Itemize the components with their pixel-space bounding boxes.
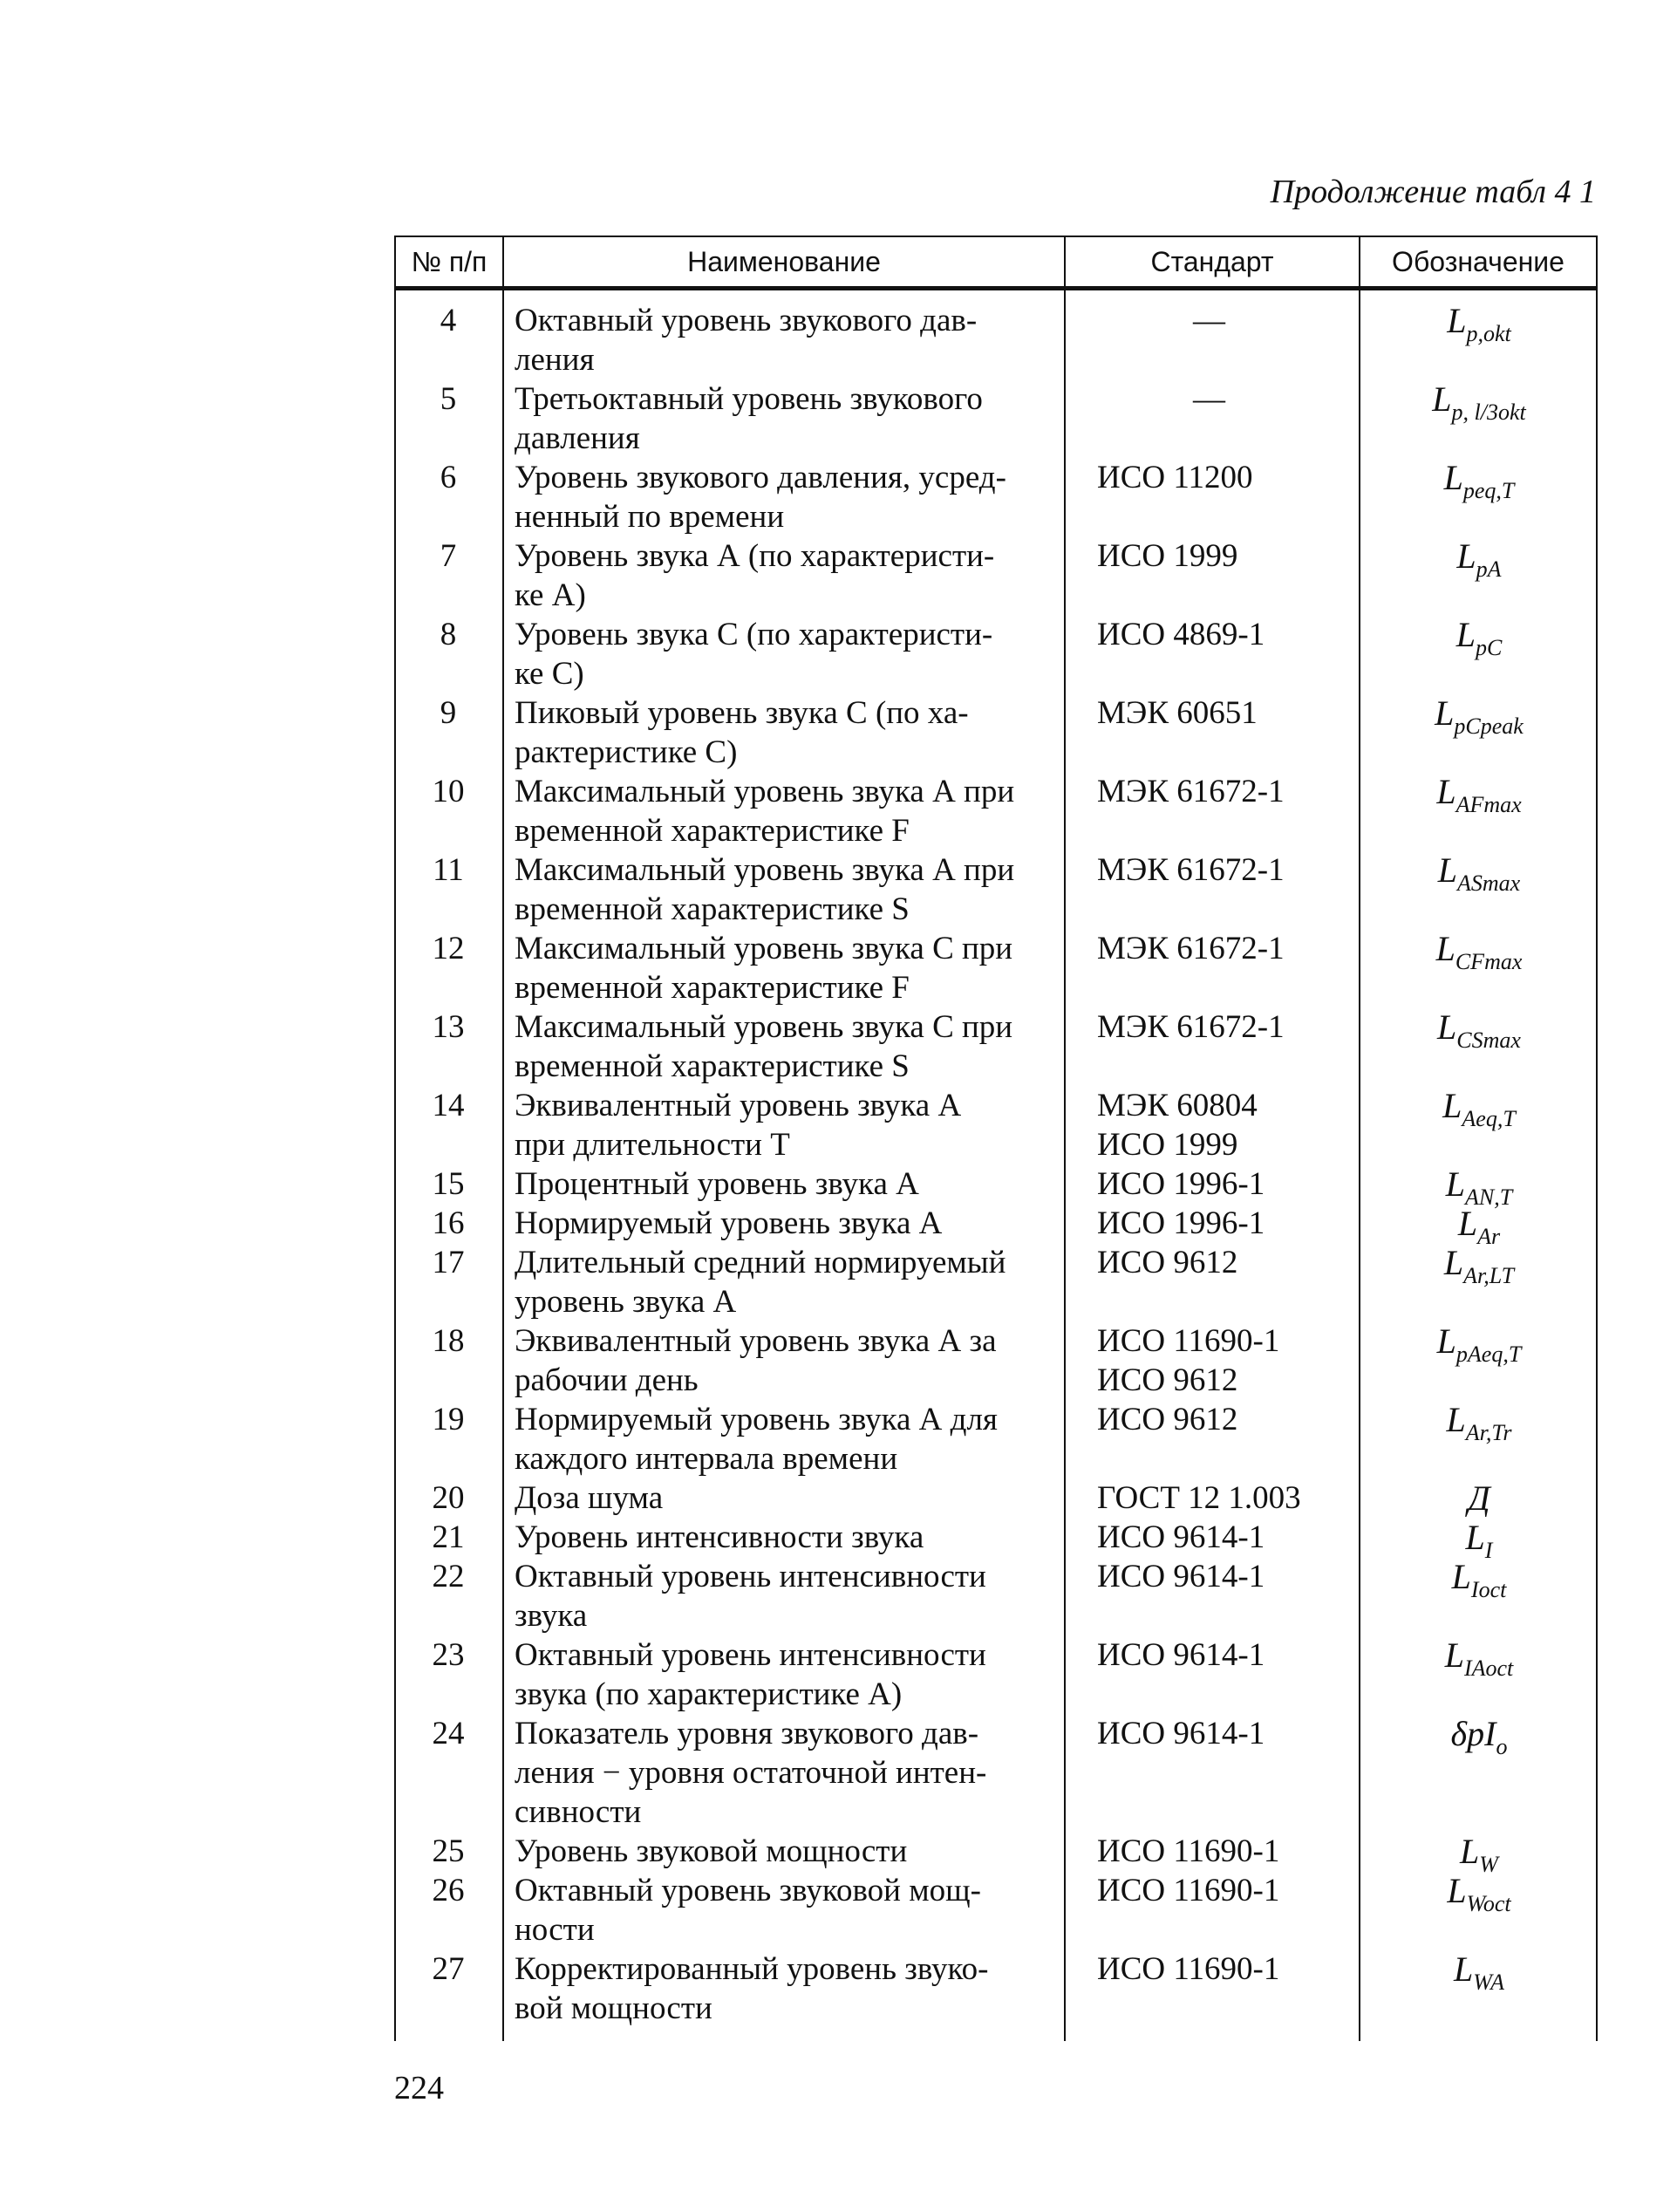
symbol-base: L xyxy=(1432,379,1452,419)
symbol-subscript: peq,T xyxy=(1462,478,1515,503)
row-name xyxy=(515,615,1055,693)
standard-line: ИСО 11690-1 xyxy=(1097,1951,1280,1987)
standard-line: ИСО 1999 xyxy=(1097,1127,1238,1163)
name-line: при длительности Т xyxy=(515,1127,790,1163)
name-line: Доза шума xyxy=(515,1480,664,1516)
name-line: вой мощности xyxy=(515,1990,712,2026)
symbol-subscript: pA xyxy=(1476,556,1502,582)
name-line: Уровень звукового давления, усред- xyxy=(515,460,1006,495)
standard-line: — xyxy=(1193,303,1225,338)
row-standard xyxy=(1097,1164,1359,1204)
row-number: 19 xyxy=(432,1402,465,1437)
row-name xyxy=(515,772,1055,850)
symbol-base: L xyxy=(1456,536,1476,576)
row-standard xyxy=(1097,1557,1359,1596)
row-number: 5 xyxy=(440,381,457,417)
row-symbol xyxy=(1360,1871,1598,1923)
row-standard xyxy=(1097,1635,1359,1675)
symbol-subscript: p,okt xyxy=(1466,321,1511,346)
header-num: № п/п xyxy=(394,236,502,288)
name-line: ке А) xyxy=(515,577,586,613)
symbol-base: L xyxy=(1435,693,1455,733)
standard-line: ИСО 9614-1 xyxy=(1097,1637,1265,1673)
standard-line: МЭК 61672-1 xyxy=(1097,931,1285,966)
name-line: Эквивалентный уровень звука А за xyxy=(515,1323,997,1359)
symbol-base: δpI xyxy=(1450,1714,1496,1753)
standard-line: МЭК 60804 xyxy=(1097,1088,1258,1123)
row-name xyxy=(515,1400,1055,1478)
row-standard xyxy=(1097,301,1359,340)
name-line: Эквивалентный уровень звука А xyxy=(515,1088,962,1123)
table-caption: Продолжение табл 4 1 xyxy=(1270,174,1596,210)
name-line: временной характеристике F xyxy=(515,813,910,849)
row-number: 20 xyxy=(432,1480,465,1516)
symbol-subscript: Ioct xyxy=(1470,1577,1507,1602)
name-line: сивности xyxy=(515,1794,642,1830)
row-number: 15 xyxy=(432,1166,465,1202)
row-number: 6 xyxy=(440,460,457,495)
name-line: Октавный уровень интенсивности xyxy=(515,1559,986,1594)
name-line: давления xyxy=(515,420,640,456)
row-name xyxy=(515,850,1055,929)
row-symbol xyxy=(1360,1243,1598,1295)
standard-line: ИСО 9612 xyxy=(1097,1362,1238,1398)
row-number: 7 xyxy=(440,538,457,574)
row-standard xyxy=(1097,1832,1359,1871)
row-symbol xyxy=(1360,1714,1598,1766)
name-line: рактеристике С) xyxy=(515,734,738,770)
symbol-subscript: I xyxy=(1484,1538,1493,1563)
symbol-subscript: ASmax xyxy=(1457,870,1521,896)
standard-line: ИСО 11200 xyxy=(1097,460,1253,495)
row-name xyxy=(515,1164,1055,1204)
standard-line: ИСО 9614-1 xyxy=(1097,1716,1265,1751)
name-line: Октавный уровень интенсивности xyxy=(515,1637,986,1673)
header-standard: Стандарт xyxy=(1064,236,1359,288)
name-line: Уровень интенсивности звука xyxy=(515,1519,924,1555)
symbol-subscript: Ar xyxy=(1477,1224,1501,1249)
row-number: 25 xyxy=(432,1833,465,1869)
symbol-subscript: WA xyxy=(1473,1970,1504,1995)
name-line: ке С) xyxy=(515,656,584,692)
row-name xyxy=(515,1714,1055,1832)
row-number: 27 xyxy=(432,1951,465,1987)
row-name xyxy=(515,1204,1055,1243)
symbol-base: L xyxy=(1442,1086,1462,1125)
data-table xyxy=(394,236,1598,2043)
symbol-base: L xyxy=(1437,1007,1457,1047)
row-number: 11 xyxy=(433,852,464,888)
row-symbol xyxy=(1360,929,1598,981)
symbol-base: L xyxy=(1435,929,1455,968)
symbol-base: L xyxy=(1443,1243,1464,1282)
name-line: Максимальный уровень звука С при xyxy=(515,931,1013,966)
name-line: Уровень звуковой мощности xyxy=(515,1833,908,1869)
symbol-subscript: pCpeak xyxy=(1454,713,1524,739)
row-symbol xyxy=(1360,1007,1598,1060)
standard-line: ИСО 9612 xyxy=(1097,1245,1238,1280)
symbol-subscript: p, l/3okt xyxy=(1451,399,1526,425)
row-name xyxy=(515,1949,1055,2028)
header-symbol: Обозначение xyxy=(1359,236,1598,288)
symbol-base: L xyxy=(1445,1164,1466,1204)
row-standard xyxy=(1097,1400,1359,1439)
row-number: 8 xyxy=(440,617,457,652)
name-line: Нормируемый уровень звука А для xyxy=(515,1402,998,1437)
row-standard xyxy=(1097,379,1359,419)
row-standard xyxy=(1097,693,1359,733)
symbol-base: L xyxy=(1451,1557,1471,1596)
symbol-base: L xyxy=(1436,772,1456,811)
name-line: Процентный уровень звука А xyxy=(515,1166,919,1202)
row-number: 26 xyxy=(432,1873,465,1908)
symbol-subscript: IAoct xyxy=(1463,1656,1514,1681)
name-line: Длительный средний нормируемый xyxy=(515,1245,1006,1280)
name-line: рабочии день xyxy=(515,1362,699,1398)
row-symbol xyxy=(1360,1557,1598,1609)
row-standard xyxy=(1097,615,1359,654)
row-name xyxy=(515,1321,1055,1400)
row-symbol xyxy=(1360,772,1598,824)
row-number: 16 xyxy=(432,1205,465,1241)
row-name xyxy=(515,1518,1055,1557)
row-number: 14 xyxy=(432,1088,465,1123)
standard-line: ИСО 9614-1 xyxy=(1097,1559,1265,1594)
name-line: Уровень звука С (по характеристи- xyxy=(515,617,993,652)
row-standard xyxy=(1097,458,1359,497)
row-number: 9 xyxy=(440,695,457,731)
standard-line: МЭК 61672-1 xyxy=(1097,774,1285,809)
standard-line: МЭК 61672-1 xyxy=(1097,1009,1285,1045)
row-symbol xyxy=(1360,379,1598,432)
symbol-base: L xyxy=(1455,615,1476,654)
row-name xyxy=(515,1635,1055,1714)
row-standard xyxy=(1097,1871,1359,1910)
row-name xyxy=(515,929,1055,1007)
name-line: Третьоктавный уровень звукового xyxy=(515,381,983,417)
row-number: 12 xyxy=(432,931,465,966)
symbol-subscript: CFmax xyxy=(1455,949,1523,974)
row-standard xyxy=(1097,1321,1359,1400)
row-number: 18 xyxy=(432,1323,465,1359)
column-rule xyxy=(1064,288,1066,2041)
standard-line: МЭК 60651 xyxy=(1097,695,1258,731)
row-symbol xyxy=(1360,536,1598,589)
row-name xyxy=(515,1478,1055,1518)
name-line: Октавный уровень звуковой мощ- xyxy=(515,1873,981,1908)
name-line: Максимальный уровень звука С при xyxy=(515,1009,1013,1045)
name-line: Октавный уровень звукового дав- xyxy=(515,303,978,338)
row-standard xyxy=(1097,1243,1359,1282)
row-symbol xyxy=(1360,1478,1598,1518)
row-standard xyxy=(1097,1478,1359,1518)
symbol-subscript: AN,T xyxy=(1465,1185,1513,1210)
row-standard xyxy=(1097,536,1359,576)
row-name xyxy=(515,379,1055,458)
standard-line: ИСО 9614-1 xyxy=(1097,1519,1265,1555)
row-standard xyxy=(1097,772,1359,811)
standard-line: МЭК 61672-1 xyxy=(1097,852,1285,888)
column-rule xyxy=(502,288,504,2041)
row-name xyxy=(515,693,1055,772)
standard-line: — xyxy=(1193,381,1225,417)
name-line: ности xyxy=(515,1912,595,1948)
standard-line: ИСО 1999 xyxy=(1097,538,1238,574)
row-number: 24 xyxy=(432,1716,465,1751)
name-line: Нормируемый уровень звука А xyxy=(515,1205,943,1241)
symbol-base: L xyxy=(1443,458,1463,497)
name-line: Пиковый уровень звука С (по ха- xyxy=(515,695,969,731)
row-standard xyxy=(1097,850,1359,890)
name-line: ления xyxy=(515,342,595,378)
row-symbol xyxy=(1360,1400,1598,1452)
name-line: Показатель уровня звукового дав- xyxy=(515,1716,979,1751)
row-symbol xyxy=(1360,1949,1598,2002)
symbol-subscript: Woct xyxy=(1466,1891,1511,1916)
symbol-base: Д xyxy=(1468,1478,1490,1518)
symbol-base: L xyxy=(1460,1832,1480,1871)
row-name xyxy=(515,1086,1055,1164)
row-standard xyxy=(1097,1714,1359,1753)
row-name xyxy=(515,1832,1055,1871)
name-line: каждого интервала времени xyxy=(515,1441,898,1477)
row-standard xyxy=(1097,1007,1359,1047)
row-name xyxy=(515,1557,1055,1635)
row-name xyxy=(515,1871,1055,1949)
symbol-subscript: pC xyxy=(1475,635,1503,660)
name-line: временной характеристике S xyxy=(515,891,910,927)
standard-line: ИСО 11690-1 xyxy=(1097,1873,1280,1908)
standard-line: ИСО 1996-1 xyxy=(1097,1166,1265,1202)
row-number: 22 xyxy=(432,1559,465,1594)
row-standard xyxy=(1097,929,1359,968)
row-standard xyxy=(1097,1204,1359,1243)
name-line: временной характеристике F xyxy=(515,970,910,1006)
symbol-base: L xyxy=(1465,1518,1485,1557)
row-number: 10 xyxy=(432,774,465,809)
symbol-base: L xyxy=(1437,850,1458,890)
symbol-subscript: W xyxy=(1479,1852,1498,1877)
row-name xyxy=(515,1007,1055,1086)
standard-line: ИСО 11690-1 xyxy=(1097,1833,1280,1869)
standard-line: ИСО 11690-1 xyxy=(1097,1323,1280,1359)
name-line: Максимальный уровень звука А при xyxy=(515,852,1015,888)
symbol-subscript: Ar,Tr xyxy=(1465,1420,1512,1445)
standard-line: ИСО 9612 xyxy=(1097,1402,1238,1437)
symbol-subscript: pAeq,T xyxy=(1455,1342,1522,1367)
row-symbol xyxy=(1360,850,1598,903)
symbol-base: L xyxy=(1446,1400,1466,1439)
page-number: 224 xyxy=(394,2070,444,2106)
standard-line: ИСО 4869-1 xyxy=(1097,617,1265,652)
symbol-subscript: Ar,LT xyxy=(1463,1263,1515,1288)
standard-line: ГОСТ 12 1.003 xyxy=(1097,1480,1301,1516)
row-symbol xyxy=(1360,301,1598,353)
symbol-base: L xyxy=(1444,1635,1464,1675)
symbol-base: L xyxy=(1447,301,1467,340)
row-standard xyxy=(1097,1518,1359,1557)
row-symbol xyxy=(1360,1635,1598,1688)
name-line: звука xyxy=(515,1598,588,1634)
row-number: 21 xyxy=(432,1519,465,1555)
header-name: Наименование xyxy=(502,236,1064,288)
symbol-base: L xyxy=(1457,1204,1478,1243)
name-line: Уровень звука А (по характеристи- xyxy=(515,538,995,574)
name-line: уровень звука А xyxy=(515,1284,737,1320)
symbol-base: L xyxy=(1447,1871,1467,1910)
row-symbol xyxy=(1360,1086,1598,1138)
name-line: Максимальный уровень звука А при xyxy=(515,774,1015,809)
name-line: временной характеристике S xyxy=(515,1048,910,1084)
row-name xyxy=(515,458,1055,536)
symbol-base: L xyxy=(1436,1321,1456,1361)
symbol-subscript: CSmax xyxy=(1456,1027,1521,1053)
row-symbol xyxy=(1360,615,1598,667)
name-line: ненный по времени xyxy=(515,499,785,535)
header-rule xyxy=(394,288,1598,290)
standard-line: ИСО 1996-1 xyxy=(1097,1205,1265,1241)
row-standard xyxy=(1097,1949,1359,1989)
row-number: 17 xyxy=(432,1245,465,1280)
row-symbol xyxy=(1360,693,1598,746)
row-symbol xyxy=(1360,1321,1598,1374)
row-name xyxy=(515,1243,1055,1321)
row-standard xyxy=(1097,1086,1359,1164)
symbol-subscript: Aeq,T xyxy=(1462,1106,1516,1131)
row-name xyxy=(515,536,1055,615)
row-number: 13 xyxy=(432,1009,465,1045)
name-line: ления − уровня остаточной интен- xyxy=(515,1755,987,1791)
row-number: 4 xyxy=(440,303,457,338)
row-number: 23 xyxy=(432,1637,465,1673)
row-symbol xyxy=(1360,458,1598,510)
row-name xyxy=(515,301,1055,379)
name-line: Корректированный уровень звуко- xyxy=(515,1951,989,1987)
symbol-base: L xyxy=(1454,1949,1474,1989)
symbol-subscript: o xyxy=(1496,1734,1508,1759)
name-line: звука (по характеристике А) xyxy=(515,1676,903,1712)
symbol-subscript: AFmax xyxy=(1455,792,1522,817)
